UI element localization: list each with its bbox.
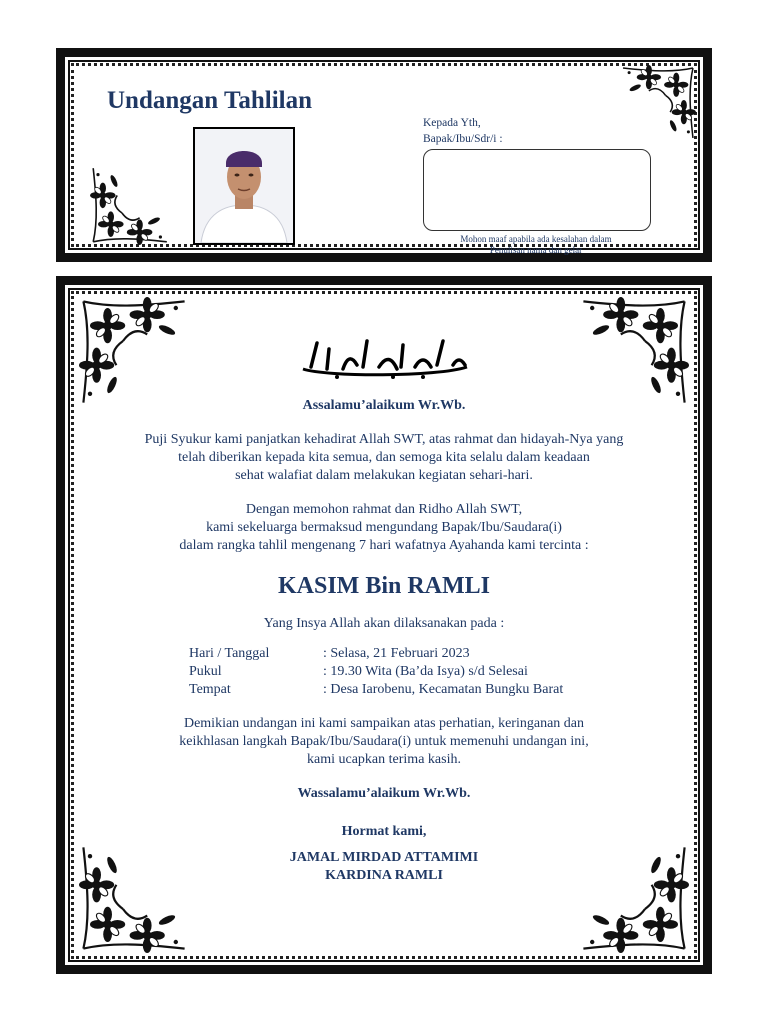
detail-row-date: Hari / Tanggal : Selasa, 21 Februari 2023 [189,646,470,661]
invitation-paragraph: Dengan memohon rahmat dan Ridho Allah SWT, kami sekeluarga bermaksud mengundang Bapak/Ibu/Saudara(i) dalam rangka tahlil mengenang 7 hari wafatnya Ayahanda kami tercinta : [179,502,589,553]
opening-greeting: Assalamu’alaikum Wr.Wb. [302,398,466,413]
invitation-card [56,276,712,974]
closing-paragraph: Demikian undangan ini kami sampaikan atas perhatian, keringanan dan keikhlasan langkah Bapak/Ibu/Saudara(i) untuk memenuhi undangan ini, kami ucapkan terima kasih. [179,716,589,767]
bismillah-calligraphy [297,333,473,383]
recipient-label: Kepada Yth, Bapak/Ibu/Sdr/i : [423,117,503,145]
floral-corner-ornament [85,165,175,245]
portrait-photo [193,127,295,245]
regards-line: Hormat kami, [341,824,427,839]
floral-corner-ornament [79,297,189,407]
recipient-name-box[interactable] [423,149,651,231]
floral-corner-ornament [615,65,701,141]
apology-note: Mohon maaf apabila ada kesalahan dalam Penulisan nama dan gelar [460,234,612,255]
event-details [189,645,563,699]
detail-row-place: Tempat : Desa Iarobenu, Kecamatan Bungku Barat [189,682,564,697]
detail-row-time: Pukul : 19.30 Wita (Ba’da Isya) s/d Selesai [189,664,528,679]
floral-corner-ornament [579,297,689,407]
address-card [56,48,712,262]
card-title: Undangan Tahlilan [107,87,312,114]
schedule-intro: Yang Insya Allah akan dilaksanakan pada : [263,616,505,631]
deceased-name: KASIM Bin RAMLI [277,573,491,599]
gratitude-paragraph: Puji Syukur kami panjatkan kehadirat Allah SWT, atas rahmat dan hidayah-Nya yang telah diberikan kepada kita semua, dan semoga kita selalu dalam keadaan sehat walafiat dalam melakukan kegiatan sehari-hari. [144,432,624,483]
signers: JAMAL MIRDAD ATTAMIMI KARDINA RAMLI [289,850,479,883]
closing-greeting: Wassalamu’alaikum Wr.Wb. [297,786,471,801]
